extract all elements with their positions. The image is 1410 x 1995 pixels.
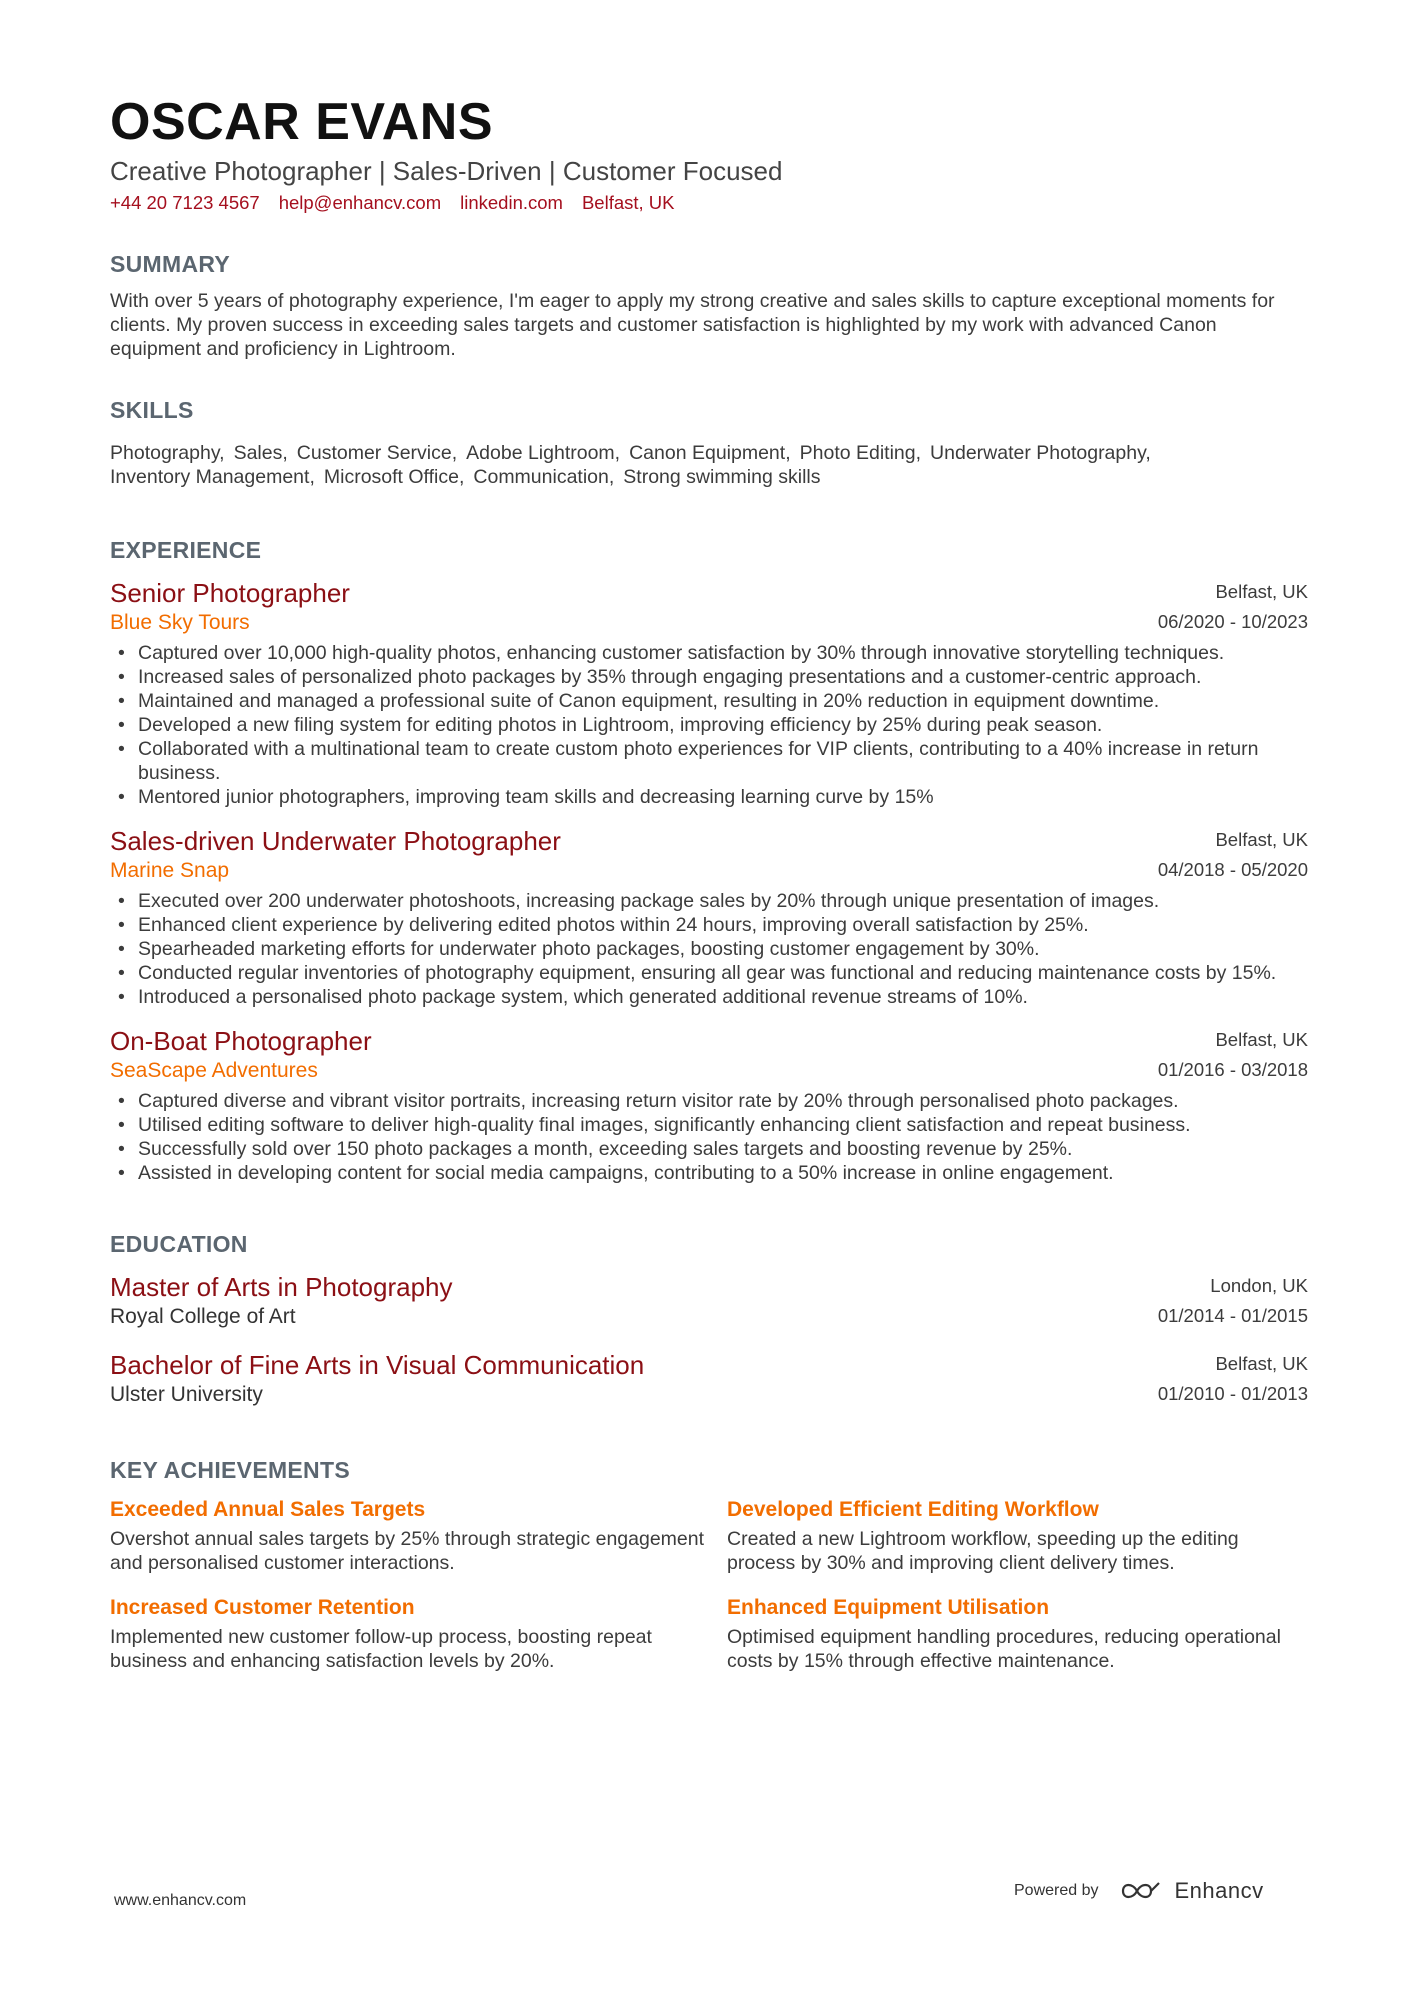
achievement-description: Created a new Lightroom workflow, speeding up the editing process by 30% and improving client delivery times. bbox=[727, 1528, 1239, 1574]
bullet-item: • Executed over 200 underwater photoshoots, increasing package sales by 20% through unique presentation of images. bbox=[110, 889, 1308, 913]
degree: Master of Arts in Photography bbox=[110, 1272, 453, 1302]
location: Belfast, UK bbox=[581, 192, 675, 213]
skill-item: Canon Equipment, bbox=[629, 442, 791, 464]
enhancv-logo[interactable] bbox=[1119, 1878, 1264, 1904]
contact-info bbox=[110, 190, 1308, 216]
job-company: SeaScape Adventures bbox=[110, 1059, 318, 1082]
achievement-description: Overshot annual sales targets by 25% through strategic engagement and personalised customer interactions. bbox=[110, 1528, 705, 1574]
skill-item: Sales, bbox=[233, 442, 288, 464]
bullet-item: • Enhanced client experience by delivering edited photos within 24 hours, improving overall satisfaction by 25%. bbox=[110, 913, 1308, 937]
job-title: Sales-driven Underwater Photographer bbox=[110, 826, 561, 856]
job-title: Senior Photographer bbox=[110, 578, 350, 608]
bullet-item: • Captured over 10,000 high-quality photos, enhancing customer satisfaction by 30% through innovative storytelling techniques. bbox=[110, 641, 1308, 665]
job-meta bbox=[1158, 1025, 1308, 1085]
job-location: Belfast, UK bbox=[1215, 829, 1308, 850]
section-title-education: EDUCATION bbox=[110, 1231, 248, 1257]
bullet-item: • Spearheaded marketing efforts for underwater photo packages, boosting customer engagement by 30%. bbox=[110, 937, 1308, 961]
skills-list bbox=[110, 441, 1240, 489]
bullet-item: • Developed a new filing system for editing photos in Lightroom, improving efficiency by 25% during peak season. bbox=[110, 713, 1308, 737]
education-meta bbox=[1158, 1349, 1308, 1409]
email-link[interactable]: help@enhancv.com bbox=[278, 192, 442, 213]
job-location: Belfast, UK bbox=[1215, 581, 1308, 602]
job-title: On-Boat Photographer bbox=[110, 1026, 372, 1056]
section-title-skills: SKILLS bbox=[110, 397, 194, 423]
summary-text: With over 5 years of photography experience, I'm eager to apply my strong creative and sales skills to capture exceptional moments for clients. My proven success in exceeding sales targets and customer satisfaction is highlighted by my work with advanced Canon equipment and proficiency in Lightroom. bbox=[110, 290, 1275, 360]
achievement-item bbox=[110, 1495, 727, 1575]
achievement-title: Developed Efficient Editing Workflow bbox=[727, 1498, 1099, 1521]
skill-item: Communication, bbox=[473, 466, 615, 488]
footer-website[interactable]: www.enhancv.com bbox=[114, 1892, 247, 1909]
education-dates: 01/2014 - 01/2015 bbox=[1157, 1305, 1308, 1326]
enhancv-logo-icon bbox=[1119, 1879, 1165, 1903]
job-bullets bbox=[110, 641, 1308, 809]
achievement-title: Increased Customer Retention bbox=[110, 1596, 415, 1619]
powered-by-label: Powered by bbox=[1014, 1882, 1099, 1899]
section-title-experience: EXPERIENCE bbox=[110, 537, 262, 563]
job-entry bbox=[110, 825, 1308, 1009]
achievement-item bbox=[110, 1593, 727, 1673]
summary-section bbox=[110, 249, 1308, 361]
job-bullets bbox=[110, 1089, 1308, 1185]
skills-section bbox=[110, 395, 1308, 489]
bullet-item: • Increased sales of personalized photo packages by 35% through engaging presentations and a customer-centric approach. bbox=[110, 665, 1308, 689]
job-meta bbox=[1158, 825, 1308, 885]
bullet-item: • Conducted regular inventories of photography equipment, ensuring all gear was functional and reducing maintenance costs by 15%. bbox=[110, 961, 1308, 985]
skill-item: Photo Editing, bbox=[799, 442, 922, 464]
education-section bbox=[110, 1229, 1308, 1409]
job-dates: 06/2020 - 10/2023 bbox=[1157, 611, 1308, 632]
job-entry bbox=[110, 1025, 1308, 1185]
bullet-item: • Successfully sold over 150 photo packages a month, exceeding sales targets and boosting revenue by 25%. bbox=[110, 1137, 1308, 1161]
school: Ulster University bbox=[110, 1383, 263, 1406]
education-entry bbox=[110, 1271, 1308, 1331]
bullet-item: • Utilised editing software to deliver high-quality final images, significantly enhancing client satisfaction and repeat business. bbox=[110, 1113, 1308, 1137]
achievement-item bbox=[727, 1495, 1287, 1575]
achievement-description: Optimised equipment handling procedures, reducing operational costs by 15% through effective maintenance. bbox=[727, 1626, 1281, 1672]
skill-item: Customer Service, bbox=[296, 442, 458, 464]
school: Royal College of Art bbox=[110, 1305, 296, 1328]
achievement-description: Implemented new customer follow-up process, boosting repeat business and enhancing satisfaction levels by 20%. bbox=[110, 1626, 652, 1672]
achievements-section bbox=[110, 1455, 1308, 1673]
brand-name: Enhancv bbox=[1174, 1878, 1264, 1903]
skill-item: Photography, bbox=[110, 442, 225, 464]
phone: +44 20 7123 4567 bbox=[110, 192, 260, 213]
achievement-title: Enhanced Equipment Utilisation bbox=[727, 1596, 1050, 1619]
candidate-name: OSCAR EVANS bbox=[110, 93, 494, 151]
education-location: London, UK bbox=[1210, 1275, 1308, 1296]
skill-item: Underwater Photography, bbox=[930, 442, 1151, 464]
linkedin-link[interactable]: linkedin.com bbox=[460, 192, 563, 213]
section-title-summary: SUMMARY bbox=[110, 251, 231, 277]
job-location: Belfast, UK bbox=[1215, 1029, 1308, 1050]
resume-header bbox=[110, 92, 1308, 216]
degree: Bachelor of Fine Arts in Visual Communication bbox=[110, 1350, 645, 1380]
job-dates: 01/2016 - 03/2018 bbox=[1157, 1059, 1308, 1080]
bullet-item: • Captured diverse and vibrant visitor portraits, increasing return visitor rate by 20% through personalised photo packages. bbox=[110, 1089, 1308, 1113]
achievement-item bbox=[727, 1593, 1287, 1673]
job-bullets bbox=[110, 889, 1308, 1009]
achievement-title: Exceeded Annual Sales Targets bbox=[110, 1498, 426, 1521]
skill-item: Microsoft Office, bbox=[323, 466, 465, 488]
footer-branding bbox=[1014, 1878, 1264, 1904]
bullet-item: • Maintained and managed a professional suite of Canon equipment, resulting in 20% reduction in equipment downtime. bbox=[110, 689, 1308, 713]
bullet-item: • Introduced a personalised photo package system, which generated additional revenue streams of 10%. bbox=[110, 985, 1308, 1009]
job-meta bbox=[1158, 577, 1308, 637]
skill-item: Strong swimming skills bbox=[623, 466, 821, 488]
job-company: Marine Snap bbox=[110, 859, 230, 882]
resume-page bbox=[110, 92, 1308, 1673]
education-dates: 01/2010 - 01/2013 bbox=[1157, 1383, 1308, 1404]
skill-item: Inventory Management, bbox=[110, 466, 315, 488]
skill-item: Adobe Lightroom, bbox=[466, 442, 621, 464]
job-company: Blue Sky Tours bbox=[110, 611, 250, 634]
education-entry bbox=[110, 1349, 1308, 1409]
achievements-grid bbox=[110, 1495, 1308, 1673]
headline: Creative Photographer | Sales-Driven | Customer Focused bbox=[110, 156, 783, 186]
experience-section bbox=[110, 535, 1308, 1185]
education-meta bbox=[1158, 1271, 1308, 1331]
bullet-item: • Collaborated with a multinational team to create custom photo experiences for VIP clients, contributing to a 40% increase in return business. bbox=[110, 737, 1308, 785]
job-dates: 04/2018 - 05/2020 bbox=[1157, 859, 1308, 880]
bullet-item: • Mentored junior photographers, improving team skills and decreasing learning curve by 15% bbox=[110, 785, 1308, 809]
section-title-achievements: KEY ACHIEVEMENTS bbox=[110, 1457, 350, 1483]
bullet-item: • Assisted in developing content for social media campaigns, contributing to a 50% increase in online engagement. bbox=[110, 1161, 1308, 1185]
education-location: Belfast, UK bbox=[1215, 1353, 1308, 1374]
job-entry bbox=[110, 577, 1308, 809]
